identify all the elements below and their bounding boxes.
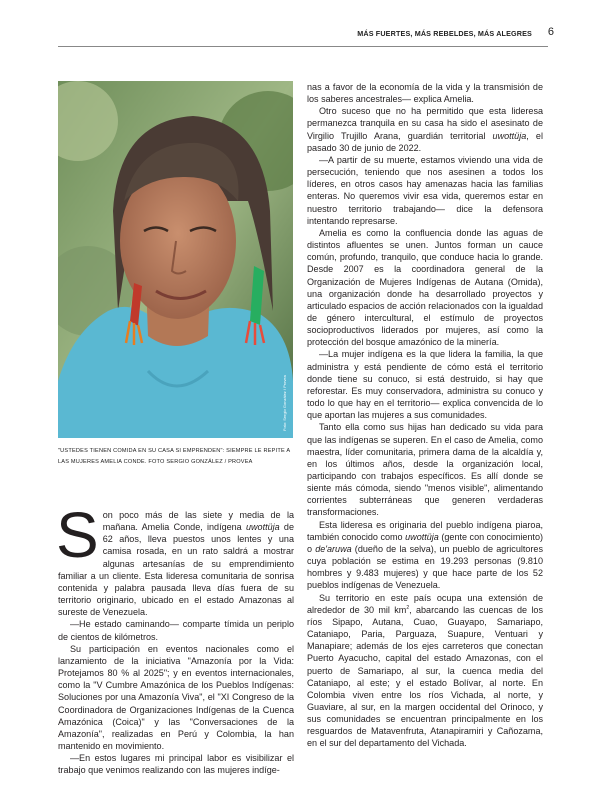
emphasis: uwottüja: [405, 531, 439, 542]
paragraph-text: , el pasado 30 de junio de 2022.: [307, 130, 543, 153]
paragraph-text: on poco más de las siete y media de la mañana. Amelia Conde, indígena: [102, 510, 294, 533]
right-column: [307, 81, 543, 750]
paragraph-text: (gente con conocimiento) o: [307, 531, 543, 554]
paragraph: —En estos lugares mi principal labor es visibilizar el trabajo que venimos realizando con las mujeres indíge-: [58, 753, 294, 776]
dropcap: S: [56, 499, 99, 571]
paragraph-text: de 62 años, lleva puestos unos lentes y una camisa rosada, en un rato saldrá a mostrar algunas artesanías de su emprendimiento familiar a un cliente. Esta lideresa comunitaria de sonrisa contenida y palabra pausada lleva días fuera de su territorio originario, ubicado en el estado Amazonas al sureste de Venezuela.: [58, 522, 294, 618]
photo-credit: Foto: Sergio González / Provea: [282, 375, 287, 431]
paragraph: Amelia es como la confluencia donde las aguas de distintos afluentes se unen. Juntos forman un cauce común, profundo, tranquilo, que conduce hacia lo grande. Desde 2007 es la coordinadora general de la Organización de Mujeres Indígenas de Autana (Omida), una organización donde ha desarrollado proyectos y articulado espacios de acción relacionados con la igualdad de género intercultural, el estímulo de proyectos socioproductivos liderados por mujeres, así como la protección del bosque amazónico de la minería.: [307, 227, 543, 348]
paragraph: —He estado caminando— comparte tímida un periplo de cientos de kilómetros.: [58, 619, 294, 642]
emphasis: de'aruwa: [315, 543, 352, 554]
emphasis: uwottüja: [245, 522, 280, 533]
lead-paragraph: [56, 499, 294, 618]
paragraph: [307, 592, 543, 750]
emphasis: uwottüja: [492, 130, 527, 141]
page-number: 6: [547, 26, 554, 38]
portrait-illustration: [58, 81, 293, 438]
paragraph: Tanto ella como sus hijas han dedicado su vida para que las indígenas se superen. En el caso de Amelia, como maestra, líder comunitaria, primera dama de la alcaldía y, en los últimos años, desde la organización local, participando con trabajos específicos. Es allí donde se siente más cómoda, siendo "menos visible", alimentando corrientes subterráneas que generen verdaderas transformaciones.: [307, 422, 543, 518]
paragraph: nas a favor de la economía de la vida y la transmisión de los saberes ancestrales— explica Amelia.: [307, 82, 543, 105]
header-title: MÁS FUERTES, MÁS REBELDES, MÁS ALEGRES: [357, 29, 532, 38]
left-column: [56, 499, 294, 776]
portrait-photo: [58, 81, 293, 438]
running-header: [58, 22, 554, 47]
paragraph: —La mujer indígena es la que lidera la familia, la que administra y está pendiente de cómo está el territorio donde tiene su conuco, si está destruido, si hay que reforestar. Es muy conservadora, administra su conuco y todo lo que hay en el territorio— explica convencida de lo que aportan las mujeres a sus comunidades.: [307, 349, 543, 421]
paragraph-text: Esta lideresa es originaria del pueblo indígena piaroa, también conocido como: [307, 519, 543, 542]
paragraph: [307, 519, 543, 592]
paragraph-text: Otro suceso que no ha permitido que esta lideresa permanezca tranquila en su casa ha sido el asesinato de Virgilio Trujillo Arana, guardián territorial: [307, 106, 543, 141]
paragraph-text: (dueño de la selva), un pueblo de agricultores cuya población se estima en 19.293 personas (9.810 hombres y 9.483 mujeres) y que hace parte de los 52 pueblos indígenas de Venezuela.: [307, 543, 543, 591]
paragraph-text: Su territorio en este país ocupa una extensión de alrededor de 30 mil km: [307, 592, 543, 615]
paragraph: [307, 105, 543, 154]
superscript: 2: [406, 604, 410, 611]
paragraph-text: , abarcando las cuencas de los ríos Sipapo, Autana, Cuao, Guayapo, Samariapo, Cataniapo, Paria, Parguaza, Suapure, Ventuari y Manapiare; además de los ejes carreteros que conectan Puerto Ayacucho, capital del estado Amazonas, con el puerto de Samariapo, al sur, la cuenca media del Cataniapo, al este; y el estado Bolívar, al norte. En Colombia viven entre los ríos Vichada, al norte, y Guaviare, al sur, en la margen occidental del Orinoco, y sus comunidades se encuentran principalmente en los resguardos de Matavenfruta, Atanapiramiri y Cañozama, en el sur del departamento del Vichada.: [307, 604, 543, 749]
paragraph: Su participación en eventos nacionales como el lanzamiento de la iniciativa "Amazonía por la Vida: Protejamos 80 % al 2025"; y en eventos internacionales, como la "V Cumbre Amazónica de los Pueblos Indígenas: Soluciones por una Amazonía Viva", el "XI Congreso de la Coordinadora de Organizaciones Indígenas de la Cuenca Amazónica (Coica)" y las "Conversaciones de la Amazonía", realizadas en Perú y Colombia, la han mantenido en movimiento.: [58, 643, 294, 751]
paragraph: —A partir de su muerte, estamos viviendo una vida de persecución, teniendo que nos asesinen a todos los líderes, en otros casos hay amenazas hacia las familias enteras. No queremos vivir esa vida, queremos estar en nuestro territorio trabajando— dice la defensora intentando represarse.: [307, 154, 543, 226]
photo-caption: "USTEDES TIENEN COMIDA EN SU CASA SI EMPRENDEN": SIEMPRE LE REPITE A LAS MUJERES AMELIA CONDE. FOTO SERGIO GONZÁLEZ / PROVEA: [58, 448, 290, 465]
